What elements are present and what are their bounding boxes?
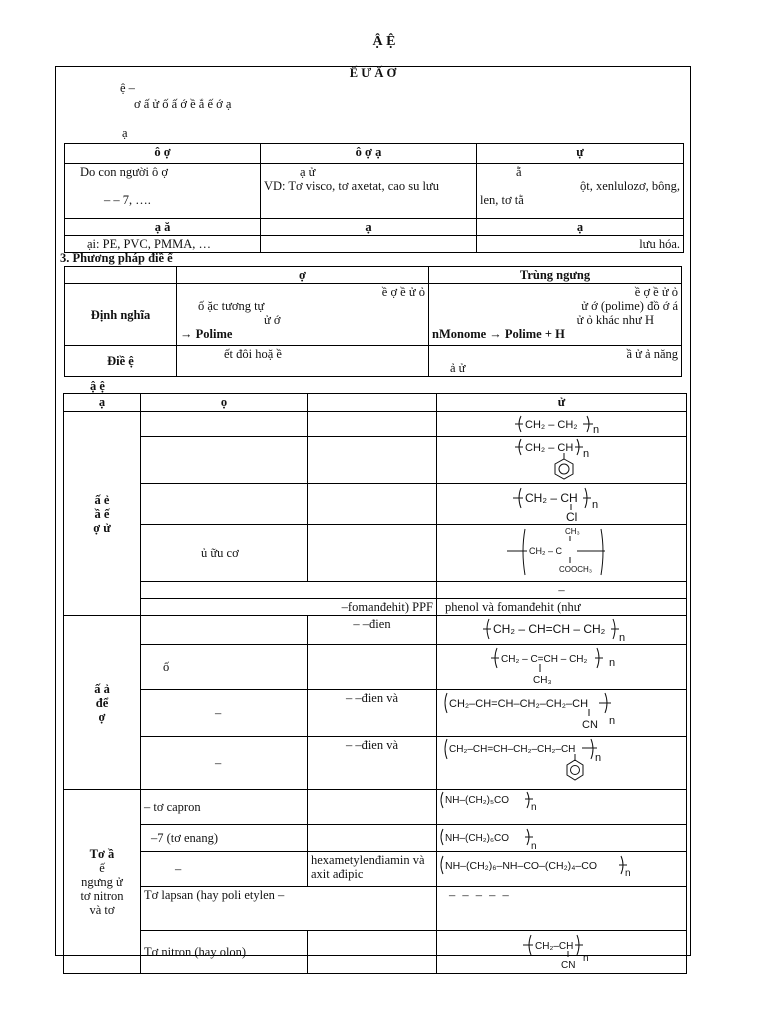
- group1-label-line2: ầ ế: [94, 506, 110, 521]
- formula-lapsan: – – – – –: [437, 887, 687, 931]
- group2-label-line3: ợ: [98, 709, 106, 724]
- g1-row5-formula: –: [437, 582, 687, 599]
- g3-row2-monomer: [308, 825, 437, 852]
- group2-label-line1: ấ ả: [94, 681, 110, 696]
- g2-row4-name: –: [141, 737, 308, 790]
- formula-pvc-n: n: [592, 499, 599, 511]
- g3-row1-name: – tơ capron: [141, 790, 308, 825]
- class-row1-col2-line2: VD: Tơ visco, tơ axetat, cao su lưu: [264, 179, 439, 193]
- g1-row4-monomer: [308, 525, 437, 582]
- g3-row3-name: –: [141, 852, 308, 887]
- definition-label: Định nghĩa: [65, 284, 177, 346]
- g2-row1-monomer: – –đien: [308, 616, 437, 645]
- formula-isoprene: [437, 645, 687, 690]
- section1-line3: ạ: [122, 126, 128, 140]
- condition-right: [429, 346, 682, 377]
- g1-row3-monomer: [308, 484, 437, 525]
- class-row1-col3-line3: len, tơ tằ: [480, 193, 524, 207]
- formula-pmma-sub: COOCH₃: [559, 565, 593, 574]
- def-left-line2: ố ặc tương tự: [198, 299, 265, 313]
- formula-buna-n: [437, 690, 687, 737]
- g3-row3-monomer: hexametylenđiamin và axit ađipic: [308, 852, 437, 887]
- class-row1-col3-line1: ẵ: [516, 165, 522, 179]
- formula-buna: [437, 616, 687, 645]
- method-header-left: ợ: [177, 267, 429, 284]
- g1-row5-name: [141, 582, 437, 599]
- g3-row5-name: Tơ nitron (hay olon): [141, 931, 308, 974]
- definition-right: [429, 284, 682, 346]
- formula-nitron-text: CH₂–CH: [535, 941, 574, 952]
- cond-right-line1: ầ ử ả năng: [626, 347, 678, 361]
- class-row1-col1-line1: Do con người ô ợ: [80, 165, 169, 179]
- g1-row1-monomer: [308, 412, 437, 437]
- g1-row4-name: ủ ữu cơ: [141, 525, 308, 582]
- class-row3-col1: ại: PE, PVC, PMMA, …: [65, 236, 261, 253]
- section1-heading: Ế Ư Ấ Ơ: [349, 66, 397, 80]
- method-header-right: Trùng ngưng: [429, 267, 682, 284]
- formula-nitron-sub: CN: [561, 960, 576, 971]
- formula-buna-s: [437, 737, 687, 790]
- formula-enang-n: n: [531, 841, 537, 851]
- def-right-line3: ử ỏ khác như H: [576, 313, 654, 327]
- formula-nylon66: [437, 852, 687, 887]
- class-row1-col2: [261, 164, 477, 219]
- formula-buna-n-text: CH₂–CH=CH–CH₂–CH₂–CH: [449, 698, 589, 710]
- section1-line2: ơ ấ ử ố ấ ớ ề ắ ế ớ ạ: [134, 97, 232, 111]
- formula-isoprene-n: n: [609, 657, 616, 669]
- g1-row6-right: phenol và fomanđehit (như: [437, 599, 687, 616]
- formula-enang: [437, 825, 687, 852]
- polymer-table: [63, 393, 687, 974]
- formula-buna-s-n: n: [595, 752, 602, 764]
- cond-right-line2: ả ử: [450, 361, 466, 375]
- page-title: Ậ Ệ: [372, 34, 396, 49]
- def-left-line3: ử ớ: [264, 313, 281, 327]
- class-row3-col2: [261, 236, 477, 253]
- group2-label-line2: để: [95, 695, 109, 710]
- group3-label: [64, 790, 141, 974]
- polymer-header-monomer: [308, 394, 437, 412]
- group3-label-line4: ngưng ử: [81, 874, 123, 889]
- g1-row1-name: [141, 412, 308, 437]
- g1-row2-monomer: [308, 437, 437, 484]
- section3-heading: 3. Phương pháp điề ế: [60, 251, 173, 265]
- formula-nylon66-n: n: [625, 868, 631, 879]
- g3-row4-name: Tơ lapsan (hay poli etylen –: [141, 887, 437, 931]
- class-header-2: ô ợ ạ: [261, 144, 477, 164]
- formula-isoprene-sub: CH₃: [533, 675, 552, 686]
- def-left-line1: ề ợ ề ử ỏ: [381, 285, 425, 299]
- formula-ps-n: n: [583, 448, 590, 460]
- polymer-header-formula: ử: [437, 394, 687, 412]
- method-header-empty: [65, 267, 177, 284]
- group3-label-line6: và tơ: [89, 902, 115, 917]
- group3-label-line1: Tơ ầ: [89, 846, 115, 861]
- g3-row1-monomer: [308, 790, 437, 825]
- class-row2-col2: ạ: [261, 219, 477, 236]
- condition-left: [177, 346, 429, 377]
- formula-nitron: [437, 931, 687, 974]
- formula-pe-text: CH₂ – CH₂: [525, 419, 578, 431]
- formula-buna-text: CH₂ – CH=CH – CH₂: [493, 622, 606, 636]
- g1-row6-name: –fomanđehit) PPF: [141, 599, 437, 616]
- formula-capron-n: n: [531, 802, 537, 813]
- formula-pmma-mid: CH₂ – C: [529, 546, 562, 556]
- formula-nylon66-text: NH–(CH₂)₆–NH–CO–(CH₂)₄–CO: [445, 860, 598, 872]
- g3-row2-name: –7 (tơ enang): [141, 825, 308, 852]
- g2-row2-name: ố: [141, 645, 308, 690]
- section1-line1: ệ –: [120, 81, 135, 95]
- formula-buna-n: n: [619, 632, 626, 644]
- formula-ps-text: CH₂ – CH: [525, 442, 574, 454]
- classification-table: [64, 143, 684, 253]
- polymer-header-type: ạ: [64, 394, 141, 412]
- class-row2-col1: ạ ă: [65, 219, 261, 236]
- formula-nitron-n: n: [583, 953, 589, 964]
- def-right-line1: ề ợ ề ử ỏ: [634, 285, 678, 299]
- formula-pmma: [437, 525, 687, 582]
- group3-label-line5: tơ nitron: [80, 888, 124, 903]
- formula-capron-text: NH–(CH₂)₅CO: [445, 795, 510, 806]
- formula-isoprene-text: CH₂ – C=CH – CH₂: [501, 654, 588, 665]
- class-header-3: ự: [477, 144, 684, 164]
- def-right-line4: nMonome → Polime + H: [432, 327, 565, 341]
- g2-row3-monomer: – –đien và: [308, 690, 437, 737]
- class-row1-col1-line3: – – 7, ….: [104, 193, 151, 207]
- polymer-header-name: ọ: [141, 394, 308, 412]
- formula-pe: [437, 412, 687, 437]
- cond-left-line: ết đôi hoặ ề: [224, 347, 282, 361]
- class-row3-col3: lưu hóa.: [477, 236, 684, 253]
- g2-row1-name: [141, 616, 308, 645]
- group1-label-line4: ợ ử: [93, 520, 111, 535]
- def-right-line2: ử ớ (polime) đồ ớ á: [581, 299, 678, 313]
- formula-buna-s-text: CH₂–CH=CH–CH₂–CH₂–CH: [449, 744, 576, 755]
- formula-buna-n-n: n: [609, 715, 616, 727]
- class-row2-col3: ạ: [477, 219, 684, 236]
- formula-buna-n-sub: CN: [582, 719, 598, 731]
- class-row1-col2-line1: ạ ử: [300, 165, 316, 179]
- group3-label-line2: ế: [99, 860, 105, 875]
- section4-heading: ậ ệ: [90, 379, 105, 393]
- formula-pvc: [437, 484, 687, 525]
- class-header-1: ô ợ: [65, 144, 261, 164]
- formula-pmma-top: CH₃: [565, 527, 580, 536]
- definition-left: [177, 284, 429, 346]
- formula-pvc-sub: Cl: [566, 510, 578, 524]
- g2-row4-monomer: – –đien và: [308, 737, 437, 790]
- g2-row2-monomer: [308, 645, 437, 690]
- formula-pe-n: n: [593, 424, 600, 436]
- group1-label: [64, 412, 141, 616]
- g3-row5-monomer: [308, 931, 437, 974]
- g1-row3-name: [141, 484, 308, 525]
- g1-row2-name: [141, 437, 308, 484]
- formula-capron: [437, 790, 687, 825]
- benzene-ring-icon: [555, 459, 573, 479]
- formula-pvc-text: CH₂ – CH: [525, 491, 578, 505]
- g2-row3-name: –: [141, 690, 308, 737]
- class-row1-col1: [65, 164, 261, 219]
- class-row1-col3-line2: ột, xenlulozơ, bông,: [580, 179, 680, 193]
- formula-enang-text: NH–(CH₂)₆CO: [445, 833, 510, 844]
- group1-label-line1: ấ ẻ: [94, 492, 110, 507]
- method-table: [64, 266, 682, 377]
- class-row1-col3: [477, 164, 684, 219]
- formula-ps: [437, 437, 687, 484]
- def-left-line4: → Polime: [180, 327, 233, 341]
- condition-label: Điề ệ: [65, 346, 177, 377]
- benzene-ring-icon: [567, 760, 583, 780]
- group2-label: [64, 616, 141, 790]
